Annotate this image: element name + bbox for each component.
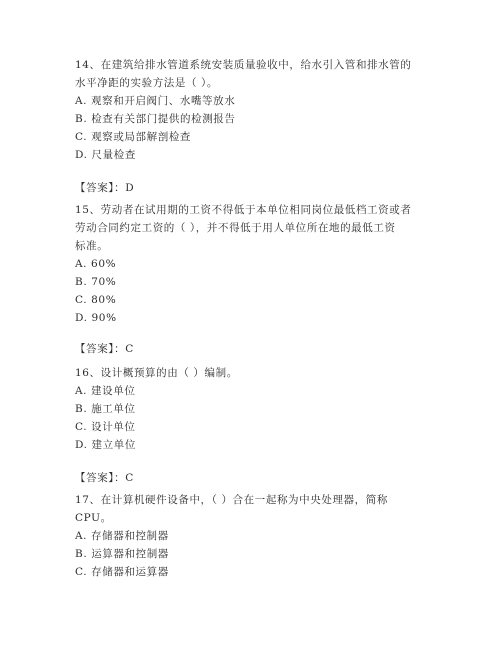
question-15-option-d: D. 90% (75, 312, 117, 324)
question-14-option-d: D. 尺量检查 (75, 149, 136, 161)
question-14-option-b: B. 检查有关部门提供的检测报告 (75, 113, 236, 125)
question-15-stem-line-3: 标准。 (75, 240, 109, 252)
question-16-answer: 【答案】：C (75, 472, 134, 484)
question-15-stem-line-1: 15、劳动者在试用期的工资不得低于本单位相同岗位最低档工资或者 (75, 204, 412, 216)
question-16-option-d: D. 建立单位 (75, 439, 136, 451)
question-14-option-c: C. 观察或局部解剖检查 (75, 131, 192, 143)
question-14-stem-line-1: 14、在建筑给排水管道系统安装质量验收中，给水引入管和排水管的 (75, 59, 412, 71)
question-17-option-b: B. 运算器和控制器 (75, 548, 169, 560)
question-16-option-b: B. 施工单位 (75, 403, 136, 415)
question-14-stem-line-2: 水平净距的实验方法是（ ）。 (75, 77, 218, 89)
question-17-option-c: C. 存储器和运算器 (75, 566, 169, 578)
question-17-stem-line-1: 17、在计算机硬件设备中，（ ）合在一起称为中央处理器，简称 (75, 494, 388, 506)
question-17-stem-line-2: CPU。 (75, 512, 112, 524)
question-14-option-a: A. 观察和开启阀门、水嘴等放水 (75, 95, 236, 107)
question-16-option-c: C. 设计单位 (75, 421, 136, 433)
question-15-option-b: B. 70% (75, 276, 117, 288)
question-15-answer: 【答案】：C (75, 343, 134, 355)
question-14-answer: 【答案】：D (75, 182, 135, 194)
question-16-stem-line-1: 16、设计概预算的由（ ）编制。 (75, 367, 238, 379)
question-15-option-a: A. 60% (75, 258, 117, 270)
question-17-option-a: A. 存储器和控制器 (75, 530, 169, 542)
question-15-stem-line-2: 劳动合同约定工资的（ ），并不得低于用人单位所在地的最低工资 (75, 222, 396, 234)
question-15-option-c: C. 80% (75, 294, 117, 306)
question-16-option-a: A. 建设单位 (75, 385, 136, 397)
